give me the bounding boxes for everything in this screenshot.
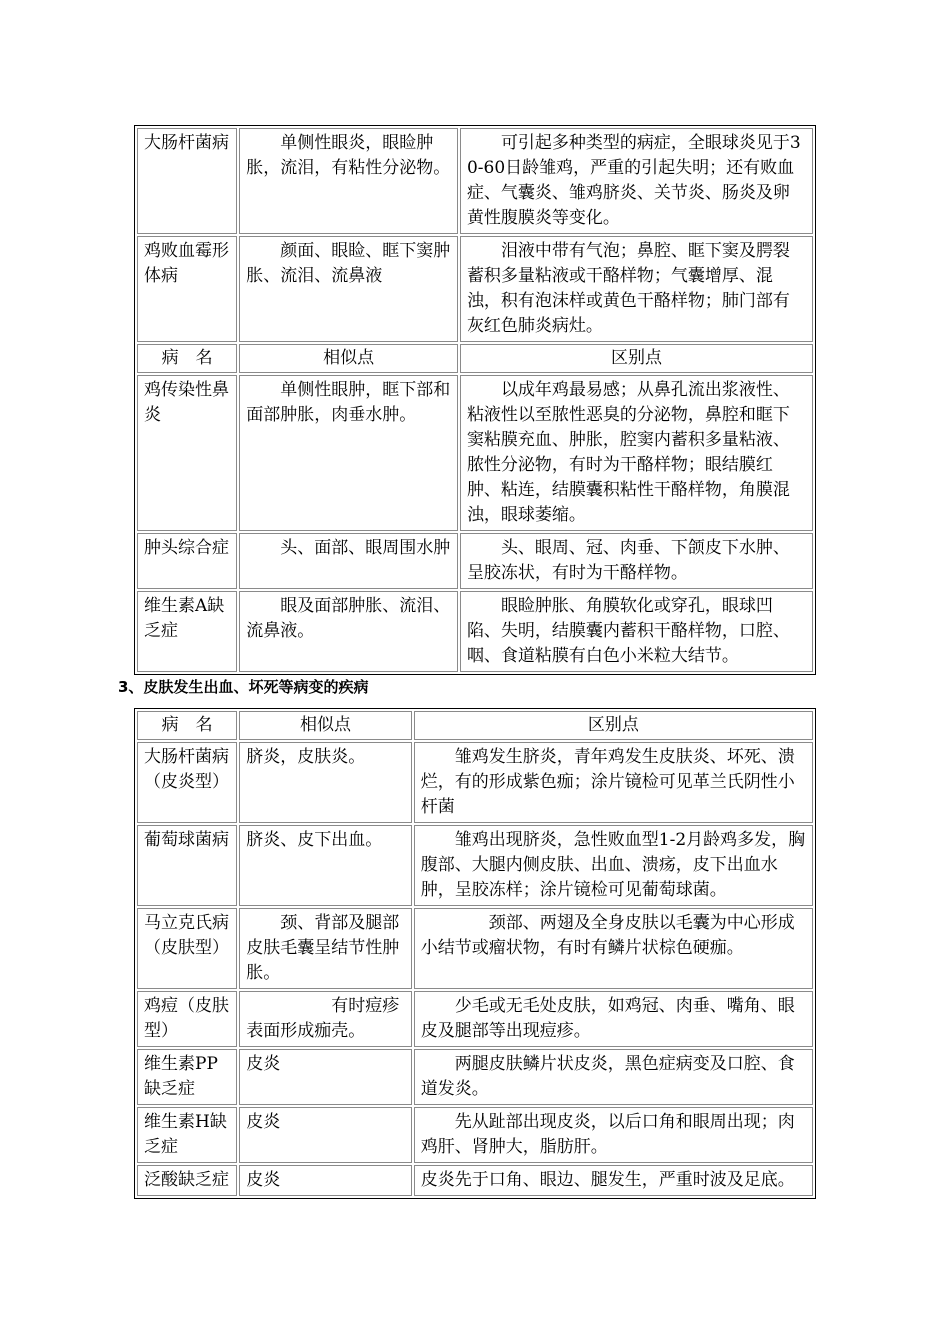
difference-cell: 雏鸡发生脐炎，青年鸡发生皮肤炎、坏死、溃烂，有的形成紫色痂；涂片镜检可见革兰氏阴性小杆菌 <box>414 742 813 823</box>
table-skin-lesion-diseases <box>134 708 816 1199</box>
column-header-name: 病 名 <box>137 711 237 740</box>
disease-name-cell: 维生素PP缺乏症 <box>137 1049 237 1105</box>
table-row <box>137 236 813 342</box>
table-row <box>137 128 813 234</box>
column-header-name: 病 名 <box>137 344 237 373</box>
similarity-cell: 脐炎，皮肤炎。 <box>239 742 412 823</box>
disease-name-cell: 鸡败血霉形体病 <box>137 236 237 342</box>
table-row <box>137 533 813 589</box>
similarity-cell: 皮炎 <box>239 1107 412 1163</box>
similarity-cell: 脐炎、皮下出血。 <box>239 825 412 906</box>
column-header-similar: 相似点 <box>239 344 458 373</box>
disease-name-cell: 鸡传染性鼻炎 <box>137 375 237 531</box>
similarity-cell: 头、面部、眼周围水肿 <box>239 533 458 589</box>
difference-cell: 颈部、两翅及全身皮肤以毛囊为中心形成小结节或瘤状物，有时有鳞片状棕色硬痂。 <box>414 908 813 989</box>
difference-cell: 泪液中带有气泡；鼻腔、眶下窦及腭裂蓄积多量粘液或干酪样物；气囊增厚、混浊，积有泡沫样或黄色干酪样物；肺门部有灰红色肺炎病灶。 <box>460 236 813 342</box>
similarity-cell: 有时痘疹表面形成痂壳。 <box>239 991 412 1047</box>
difference-cell: 两腿皮肤鳞片状皮炎，黑色症病变及口腔、食道发炎。 <box>414 1049 813 1105</box>
difference-cell: 以成年鸡最易感；从鼻孔流出浆液性、粘液性以至脓性恶臭的分泌物，鼻腔和眶下窦粘膜充血、肿胀，腔窦内蓄积多量粘液、脓性分泌物，有时为干酪样物；眼结膜红肿、粘连，结膜囊积粘性干酪样物，角膜混浊，眼球萎缩。 <box>460 375 813 531</box>
disease-name-cell: 马立克氏病（皮肤型） <box>137 908 237 989</box>
table-row <box>137 742 813 823</box>
similarity-cell: 颜面、眼睑、眶下窦肿胀、流泪、流鼻液 <box>239 236 458 342</box>
table-row <box>137 908 813 989</box>
disease-name-cell: 泛酸缺乏症 <box>137 1165 237 1196</box>
table-eye-swelling-diseases <box>134 125 816 675</box>
table-header-row <box>137 711 813 740</box>
difference-cell: 雏鸡出现脐炎，急性败血型1-2月龄鸡多发，胸腹部、大腿内侧皮肤、出血、溃疡，皮下出血水肿，呈胶冻样；涂片镜检可见葡萄球菌。 <box>414 825 813 906</box>
table-row <box>137 591 813 672</box>
table-row <box>137 991 813 1047</box>
table-row <box>137 1165 813 1196</box>
disease-name-cell: 维生素A缺乏症 <box>137 591 237 672</box>
difference-cell: 少毛或无毛处皮肤，如鸡冠、肉垂、嘴角、眼皮及腿部等出现痘疹。 <box>414 991 813 1047</box>
section-heading: 3、皮肤发生出血、坏死等病变的疾病 <box>118 678 369 696</box>
difference-cell: 可引起多种类型的病症，全眼球炎见于30-60日龄雏鸡，严重的引起失明；还有败血症、气囊炎、雏鸡脐炎、关节炎、肠炎及卵黄性腹膜炎等变化。 <box>460 128 813 234</box>
disease-name-cell: 维生素H缺乏症 <box>137 1107 237 1163</box>
similarity-cell: 单侧性眼炎，眼睑肿胀，流泪，有粘性分泌物。 <box>239 128 458 234</box>
disease-name-cell: 肿头综合症 <box>137 533 237 589</box>
column-header-similar: 相似点 <box>239 711 412 740</box>
table-row <box>137 1049 813 1105</box>
column-header-diff: 区别点 <box>460 344 813 373</box>
column-header-diff: 区别点 <box>414 711 813 740</box>
table-row <box>137 825 813 906</box>
table-row <box>137 375 813 531</box>
difference-cell: 皮炎先于口角、眼边、腿发生，严重时波及足底。 <box>414 1165 813 1196</box>
disease-name-cell: 葡萄球菌病 <box>137 825 237 906</box>
disease-name-cell: 大肠杆菌病（皮炎型） <box>137 742 237 823</box>
similarity-cell: 眼及面部肿胀、流泪、流鼻液。 <box>239 591 458 672</box>
similarity-cell: 颈、背部及腿部皮肤毛囊呈结节性肿胀。 <box>239 908 412 989</box>
table-row <box>137 1107 813 1163</box>
disease-name-cell: 鸡痘（皮肤型） <box>137 991 237 1047</box>
difference-cell: 头、眼周、冠、肉垂、下颌皮下水肿、呈胶冻状，有时为干酪样物。 <box>460 533 813 589</box>
similarity-cell: 皮炎 <box>239 1165 412 1196</box>
difference-cell: 先从趾部出现皮炎，以后口角和眼周出现；肉鸡肝、肾肿大，脂肪肝。 <box>414 1107 813 1163</box>
table-header-row <box>137 344 813 373</box>
disease-name-cell: 大肠杆菌病 <box>137 128 237 234</box>
difference-cell: 眼睑肿胀、角膜软化或穿孔，眼球凹陷、失明，结膜囊内蓄积干酪样物，口腔、咽、食道粘膜有白色小米粒大结节。 <box>460 591 813 672</box>
similarity-cell: 皮炎 <box>239 1049 412 1105</box>
similarity-cell: 单侧性眼肿，眶下部和面部肿胀，肉垂水肿。 <box>239 375 458 531</box>
